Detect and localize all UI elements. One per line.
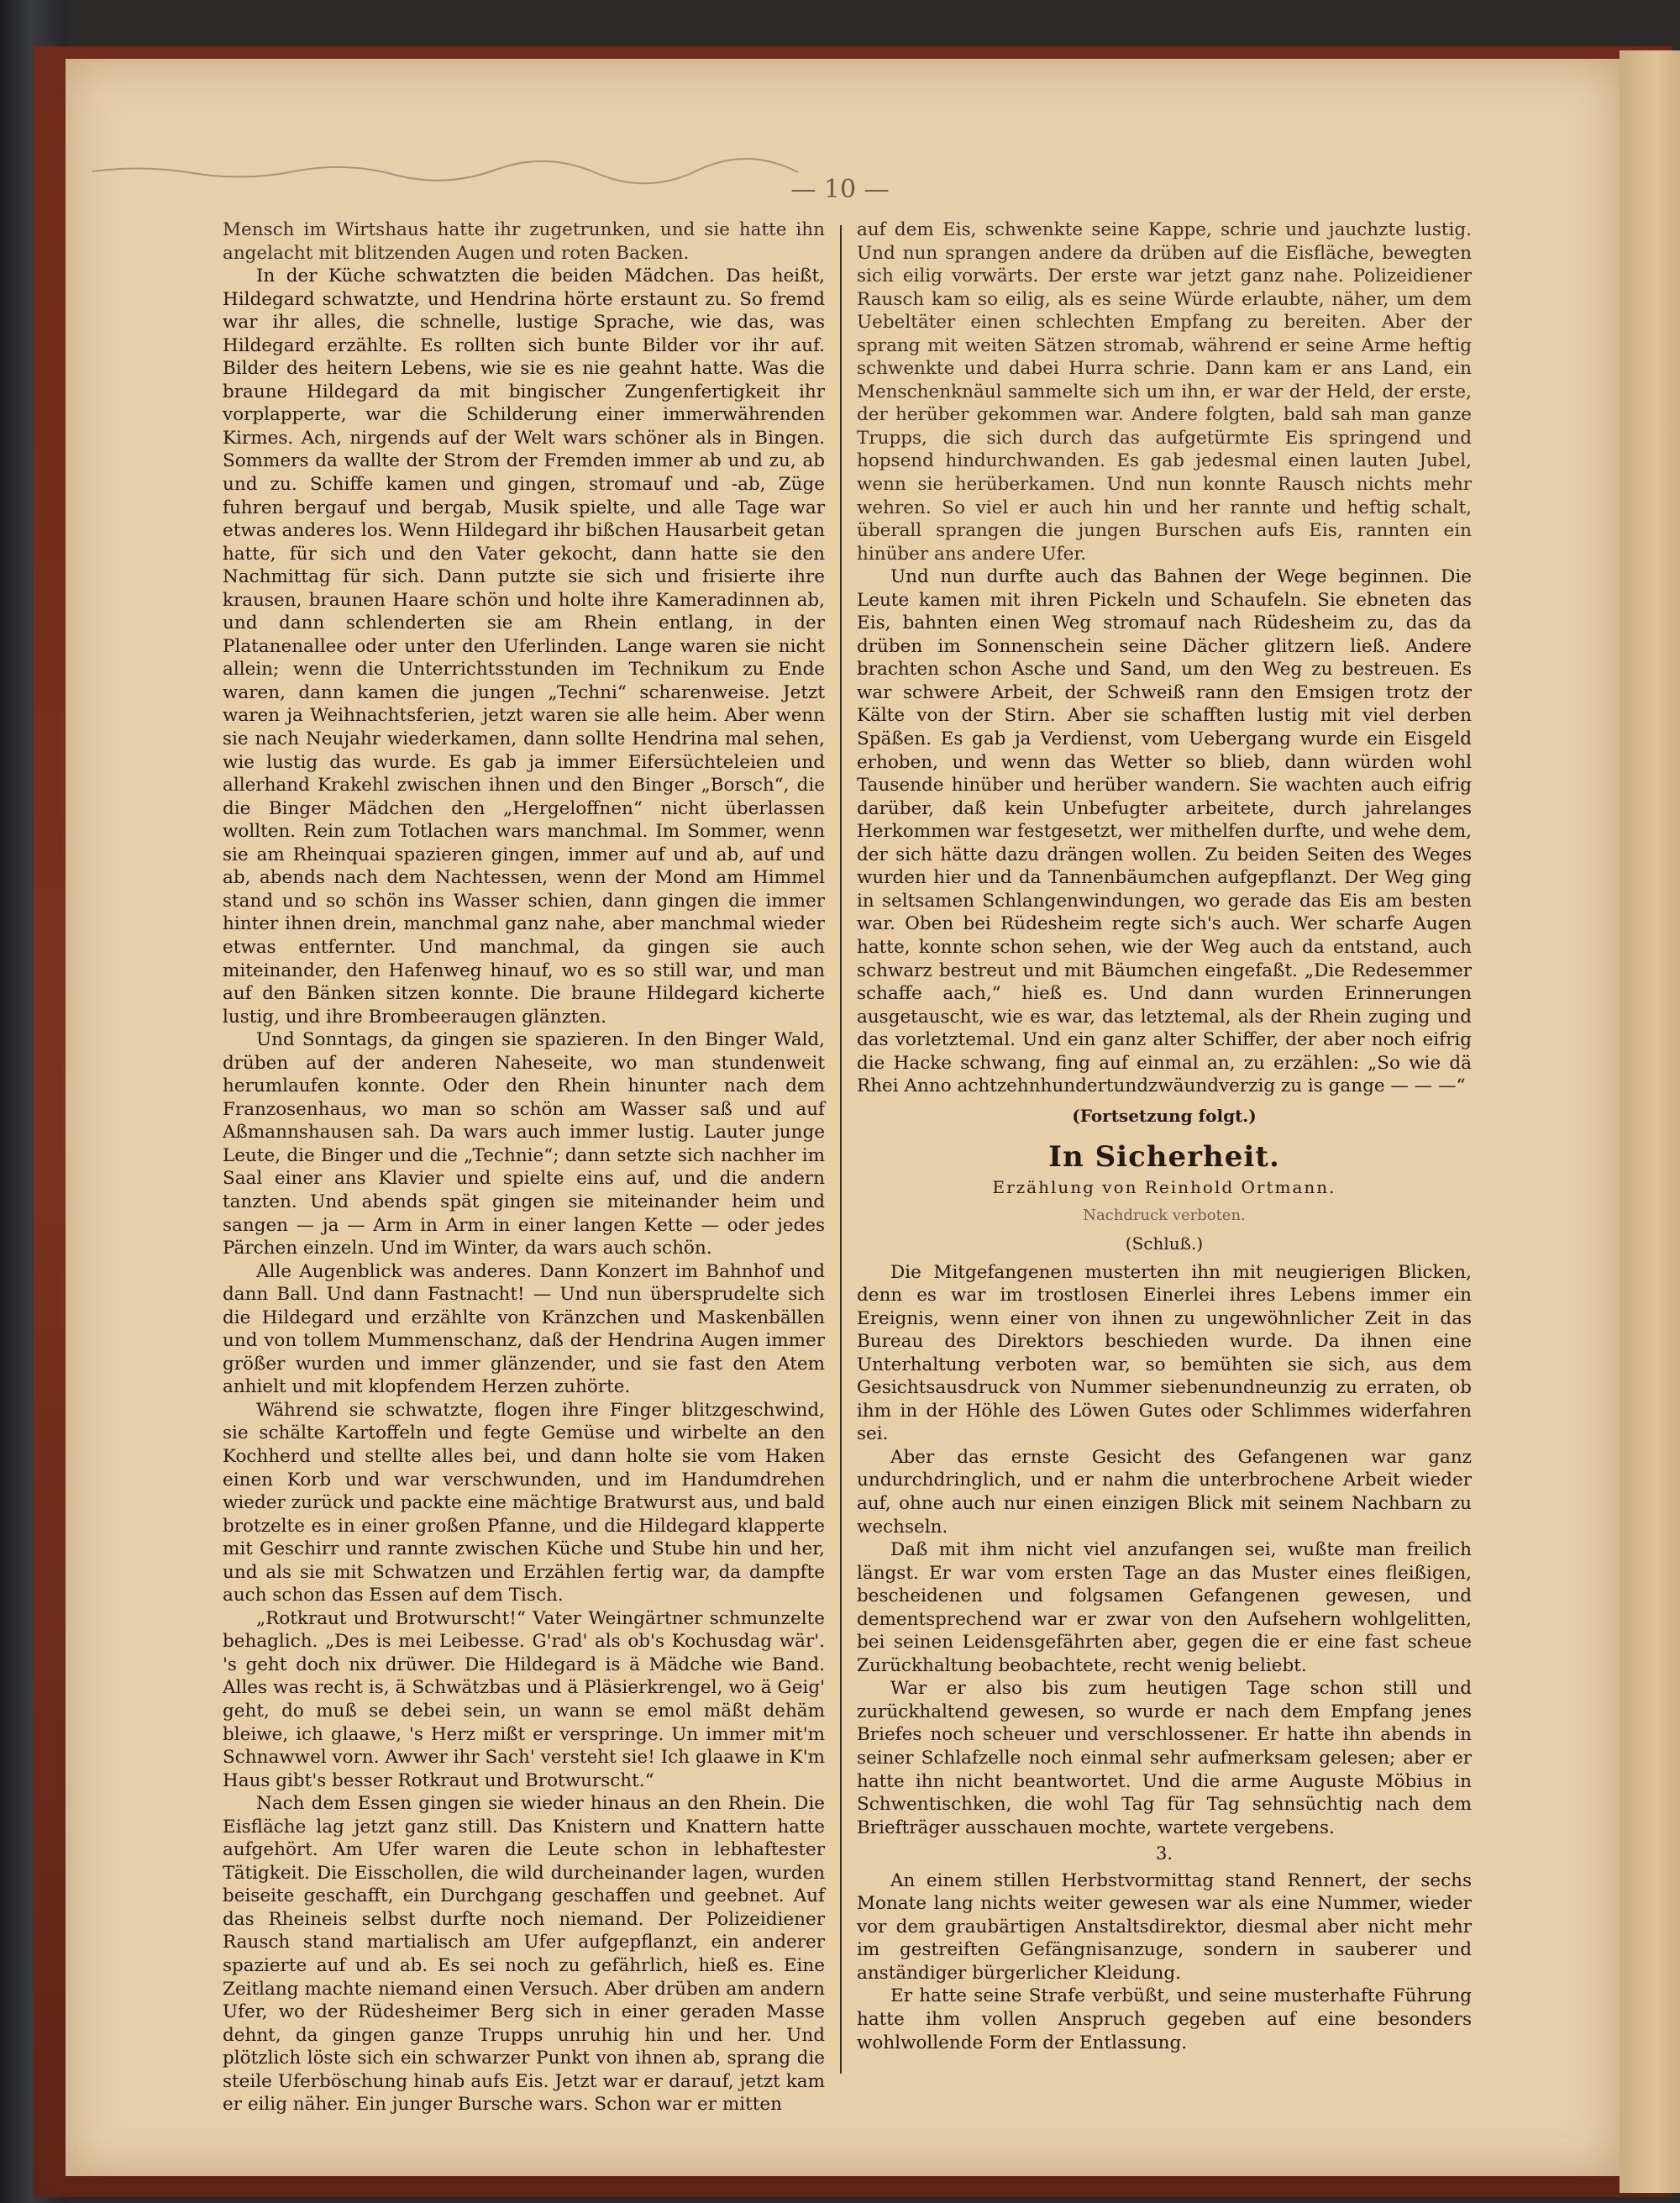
conclusion-label: (Schluß.)	[1125, 1233, 1204, 1254]
facing-page-edge	[1620, 50, 1680, 2193]
copyright-note: Nachdruck verboten.	[1083, 1207, 1246, 1225]
page-number: — 10 —	[790, 175, 890, 204]
paragraph: War er also bis zum heutigen Tage schon still und zurückhaltend gewesen, so wurde er nach dem Empfang jenes Briefes noch scheuer und verschlossener. Er hatte ihn abends in seiner Schlafzelle noch einmal sehr aufmerksam gelesen; aber er hatte ihn nicht beantwortet. Und die arme Auguste Möbius in Schwentischken, die wohl Tag für Tag sehnsüchtig nach dem Briefträger ausschauen mochte, wartete vergebens.	[857, 1678, 1472, 1838]
paragraph: An einem stillen Herbstvormittag stand Rennert, der sechs Monate lang nichts weiter gewesen war als eine Nummer, wieder vor dem graubärtigen Anstaltsdirektor, diesmal aber nicht mehr im gestreiften Gefängnisanzuge, sondern in sauberer und anständiger bürgerlicher Kleidung.	[857, 1869, 1472, 1984]
paragraph: Und nun durfte auch das Bahnen der Wege beginnen. Die Leute kamen mit ihren Pickeln und Schaufeln. Sie ebneten das Eis, bahnten einen Weg stromauf nach Rüdesheim zu, das da drüben im Sonnenschein seine Dächer glitzern ließ. Andere brachten schon Asche und Sand, um den Weg zu bestreuen. Es war schwere Arbeit, der Schweiß rann den Emsigen trotz der Kälte von der Stirn. Aber sie schafften lustig mit viel derben Späßen. Es gab ja Verdienst, vom Uebergang wurde ein Eisgeld erhoben, und wenn das Wetter so blieb, dann würden wohl Tausende hinüber und herüber wandern. Sie wachten auch eifrig darüber, daß kein Unbefugter arbeitete, durch jahrelanges Herkommen war festgesetzt, wer mithelfen durfte, und wehe dem, der sich hätte dazu drängen wollen. Zu beiden Seiten des Weges wurden hier und da Tannenbäumchen aufgepflanzt. Der Weg ging in seltsamen Schlangenwindungen, wo gerade das Eis am besten war. Oben bei Rüdesheim regte sich's auch. Wer scharfe Augen hatte, konnte schon sehen, wie der Weg auch da entstand, auch schwarz bestreut und mit Bäumchen eingefaßt. „Die Redesemmer schaffe aach,“ hieß es. Und dann wurden Erinnerungen ausgetauscht, wie es war, das letztemal, als der Rhein zuging und das vorletztemal. Und ein ganz alter Schiffer, der aber noch eifrig die Hacke schwang, fing auf einmal an, zu erzählen: „So wie dä Rhei Anno achtzehnhundertundzwäundverzig zu is gange — — —“	[857, 566, 1472, 1097]
paragraph: Aber das ernste Gesicht des Gefangenen war ganz undurchdringlich, und er nahm die unterbrochene Arbeit wieder auf, ohne auch nur einen einzigen Blick mit seinem Nachbarn zu wechseln.	[857, 1446, 1472, 1538]
paragraph: Er hatte seine Strafe verbüßt, und seine musterhafte Führung hatte ihm vollen Anspruch gegeben auf eine besonders wohlwollende Form der Entlassung.	[857, 1985, 1472, 2053]
paragraph: Und Sonntags, da gingen sie spazieren. In den Binger Wald, drüben auf der anderen Naheseite, wo man stundenweit herumlaufen konnte. Oder den Rhein hinunter nach dem Franzosenhaus, wo man so schön am Wasser saß und auf Aßmannshausen sah. Da wars auch immer lustig. Lauter junge Leute, die Binger und die „Technie“; dann setzte sich nachher im Saal einer ans Klavier und spielte eins auf, und die andern tanzten. Und abends spät gingen sie miteinander heim und sangen — ja — Arm in Arm in einer langen Kette — oder jedes Pärchen einzeln. Und im Winter, da wars auch schön.	[223, 1029, 825, 1259]
paragraph: auf dem Eis, schwenkte seine Kappe, schrie und jauchzte lustig. Und nun sprangen andere da drüben auf die Eisfläche, bewegten sich eilig vorwärts. Der erste war jetzt ganz nahe. Polizeidiener Rausch kam so eilig, als es seine Würde erlaubte, näher, um dem Uebeltäter einen schlechten Empfang zu bereiten. Aber der sprang mit weiten Sätzen stromab, während er seine Arme heftig schwenkte und dabei Hurra schrie. Dann kam er ans Land, ein Menschenknäul sammelte sich um ihn, er war der Held, der erste, der herüber gekommen war. Andere folgten, bald sah man ganze Trupps, die sich durch das aufgetürmte Eis springend und hopsend hindurchwanden. Es gab jedesmal einen lauten Jubel, wenn sie herüberkamen. Und nun konnte Rausch nichts mehr wehren. So viel er auch hin und her rannte und heftig schalt, überall sprangen die jungen Burschen aufs Eis, rannten ein hinüber ans andere Ufer.	[857, 219, 1472, 565]
paragraph: Während sie schwatzte, flogen ihre Finger blitzgeschwind, sie schälte Kartoffeln und fegte Gemüse und wirbelte an den Kochherd und stellte alles bei, und dann holte sie vom Haken einen Korb und war verschwunden, und im Handumdrehen wieder zurück und packte eine mächtige Bratwurst aus, und bald brotzelte es in einer großen Pfanne, und die Hildegard klapperte mit Geschirr und rannte zwischen Küche und Stube hin und her, und als sie mit Schwatzen und Erzählen fertig war, da dampfte auch schon das Essen auf dem Tisch.	[223, 1399, 825, 1606]
paragraph: Daß mit ihm nicht viel anzufangen sei, wußte man freilich längst. Er war vom ersten Tage an das Muster eines fleißigen, bescheidenen und folgsamen Gefangenen gewesen, und dementsprechend war er zwar von den Aufsehern wohlgelitten, bei seinen Leidensgefährten aber, gegen die er eine fast scheue Zurückhaltung beobachtete, recht wenig beliebt.	[857, 1539, 1472, 1676]
paragraph: Alle Augenblick was anderes. Dann Konzert im Bahnhof und dann Ball. Und dann Fastnacht! — Und nun übersprudelte sich die Hildegard und erzählte von Kränzchen und Maskenbällen und von tollem Mummenschanz, daß der Hendrina Augen immer größer wurden und immer glänzender, und sie fast den Atem anhielt und mit klopfendem Herzen zuhörte.	[223, 1260, 825, 1398]
section-number: 3.	[1155, 1843, 1173, 1864]
paragraph: In der Küche schwatzten die beiden Mädchen. Das heißt, Hildegard schwatzte, und Hendrina hörte erstaunt zu. So fremd war ihr alles, die schnelle, lustige Sprache, wie das, was Hildegard erzählte. Es rollten sich bunte Bilder vor ihr auf. Bilder des heitern Lebens, wie sie es nie geahnt hatte. Was die braune Hildegard da mit bingischer Zungenfertigkeit ihr vorplapperte, war die Schilderung einer immerwährenden Kirmes. Ach, nirgends auf der Welt wars schöner als in Bingen. Sommers da wallte der Strom der Fremden immer ab und zu, ab und zu. Schiffe kamen und gingen, stromauf und -ab, Züge fuhren bergauf und bergab, Musik spielte, und alle Tage war etwas anderes los. Wenn Hildegard ihr bißchen Hausarbeit getan hatte, für sich und den Vater gekocht, dann hatte sie den Nachmittag für sich. Dann putzte sie sich und frisierte ihre krausen, braunen Haare schön und holte ihre Kameradinnen ab, und dann schlenderten sie am Rhein entlang, in der Platanenallee oder unter den Uferlinden. Lange waren sie nicht allein; wenn die Unterrichtsstunden im Technikum zu Ende waren, dann kamen die jungen „Techni“ scharenweise. Jetzt waren ja Weihnachtsferien, jetzt waren sie alle heim. Aber wenn sie nach Neujahr wiederkamen, dann sollte Hendrina mal sehen, wie lustig das wurde. Es gab ja immer Eifersüchteleien und allerhand Krakehl zwischen ihnen und den Binger „Borsch“, die die Binger Mädchen den „Hergeloffnen“ nicht überlassen wollten. Rein zum Totlachen wars manchmal. Im Sommer, wenn sie am Rheinquai spazieren gingen, immer auf und ab, auf und ab, abends nach dem Nachtessen, wenn der Mond am Himmel stand und so schön ins Wasser schien, dann gingen die immer hinter ihnen drein, manchmal ganz nahe, aber manchmal wieder etwas entfernter. Und manchmal, da gingen sie auch miteinander, den Hafenweg hinauf, wo es so still war, und man auf den Bänken sitzen konnte. Die braune Hildegard kicherte lustig, und ihre Brombeeraugen glänzten.	[223, 266, 825, 1028]
paragraph: „Rotkraut und Brotwurscht!“ Vater Weingärtner schmunzelte behaglich. „Des is mei Leibesse. G'rad' als ob's Kochusdag wär'. 's geht doch nix drüwer. Die Hildegard is ä Mädche wie Band. Alles was recht is, ä Schwätzbas und ä Pläsierkrengel, wo ä Geig' geht, do muß se debei sein, un wann se emol mäßt dehäm bleiwe, ich glaawe, 's Herz mißt er verspringe. Un immer mit'm Schnawwel vorn. Awwer ihr Sach' versteht sie! Ich glaawe in K'm Haus gibt's besser Rotkraut und Brotwurscht.“	[223, 1607, 825, 1791]
right-column	[857, 218, 1472, 2067]
column-rule	[840, 225, 842, 2074]
paragraph: Nach dem Essen gingen sie wieder hinaus an den Rhein. Die Eisfläche lag jetzt ganz still. Das Knistern und Knattern hatte aufgehört. Am Ufer waren die Leute schon in lebhaftester Tätigkeit. Die Eisschollen, die wild durcheinander lagen, wurden beiseite geschafft, ein Durchgang geschaffen und geebnet. Auf das Rheineis selbst durfte noch niemand. Der Polizeidiener Rausch stand martialisch am Ufer aufgepflanzt, ein anderer spazierte auf und ab. Es sei noch zu gefährlich, hieß es. Eine Zeitlang machte niemand einen Versuch. Aber drüben am andern Ufer, wo der Rüdesheimer Berg sich in einer geraden Masse dehnt, da gingen ganze Trupps unruhig hin und her. Und plötzlich löste sich ein schwarzer Punkt von ihnen ab, sprang die steile Uferböschung hinab aufs Eis. Jetzt war er darauf, jetzt kam er eilig näher. Ein junger Bursche wars. Schon war er mitten	[223, 1793, 825, 2116]
torn-paper-edge	[92, 161, 798, 187]
paragraph: Mensch im Wirtshaus hatte ihr zugetrunken, und sie hatte ihn angelacht mit blitzenden Augen und roten Backen.	[223, 219, 825, 264]
left-column	[223, 218, 825, 2116]
story-title: In Sicherheit.	[1048, 1140, 1280, 1175]
story-byline: Erzählung von Reinhold Ortmann.	[992, 1176, 1336, 1197]
continued-note: (Fortsetzung folgt.)	[1072, 1105, 1257, 1126]
paragraph: Die Mitgefangenen musterten ihn mit neugierigen Blicken, denn es war im trostlosen Einerlei ihres Lebens immer ein Ereignis, wenn einer von ihnen zu ungewöhnlicher Zeit in das Bureau des Direktors beschieden wurde. Da ihnen eine Unterhaltung verboten war, so bemühten sie sich, aus dem Gesichtsausdruck von Nummer siebenundneunzig zu erraten, ob ihm in der Höhle des Löwen Gutes oder Schlimmes widerfahren sei.	[857, 1261, 1472, 1445]
